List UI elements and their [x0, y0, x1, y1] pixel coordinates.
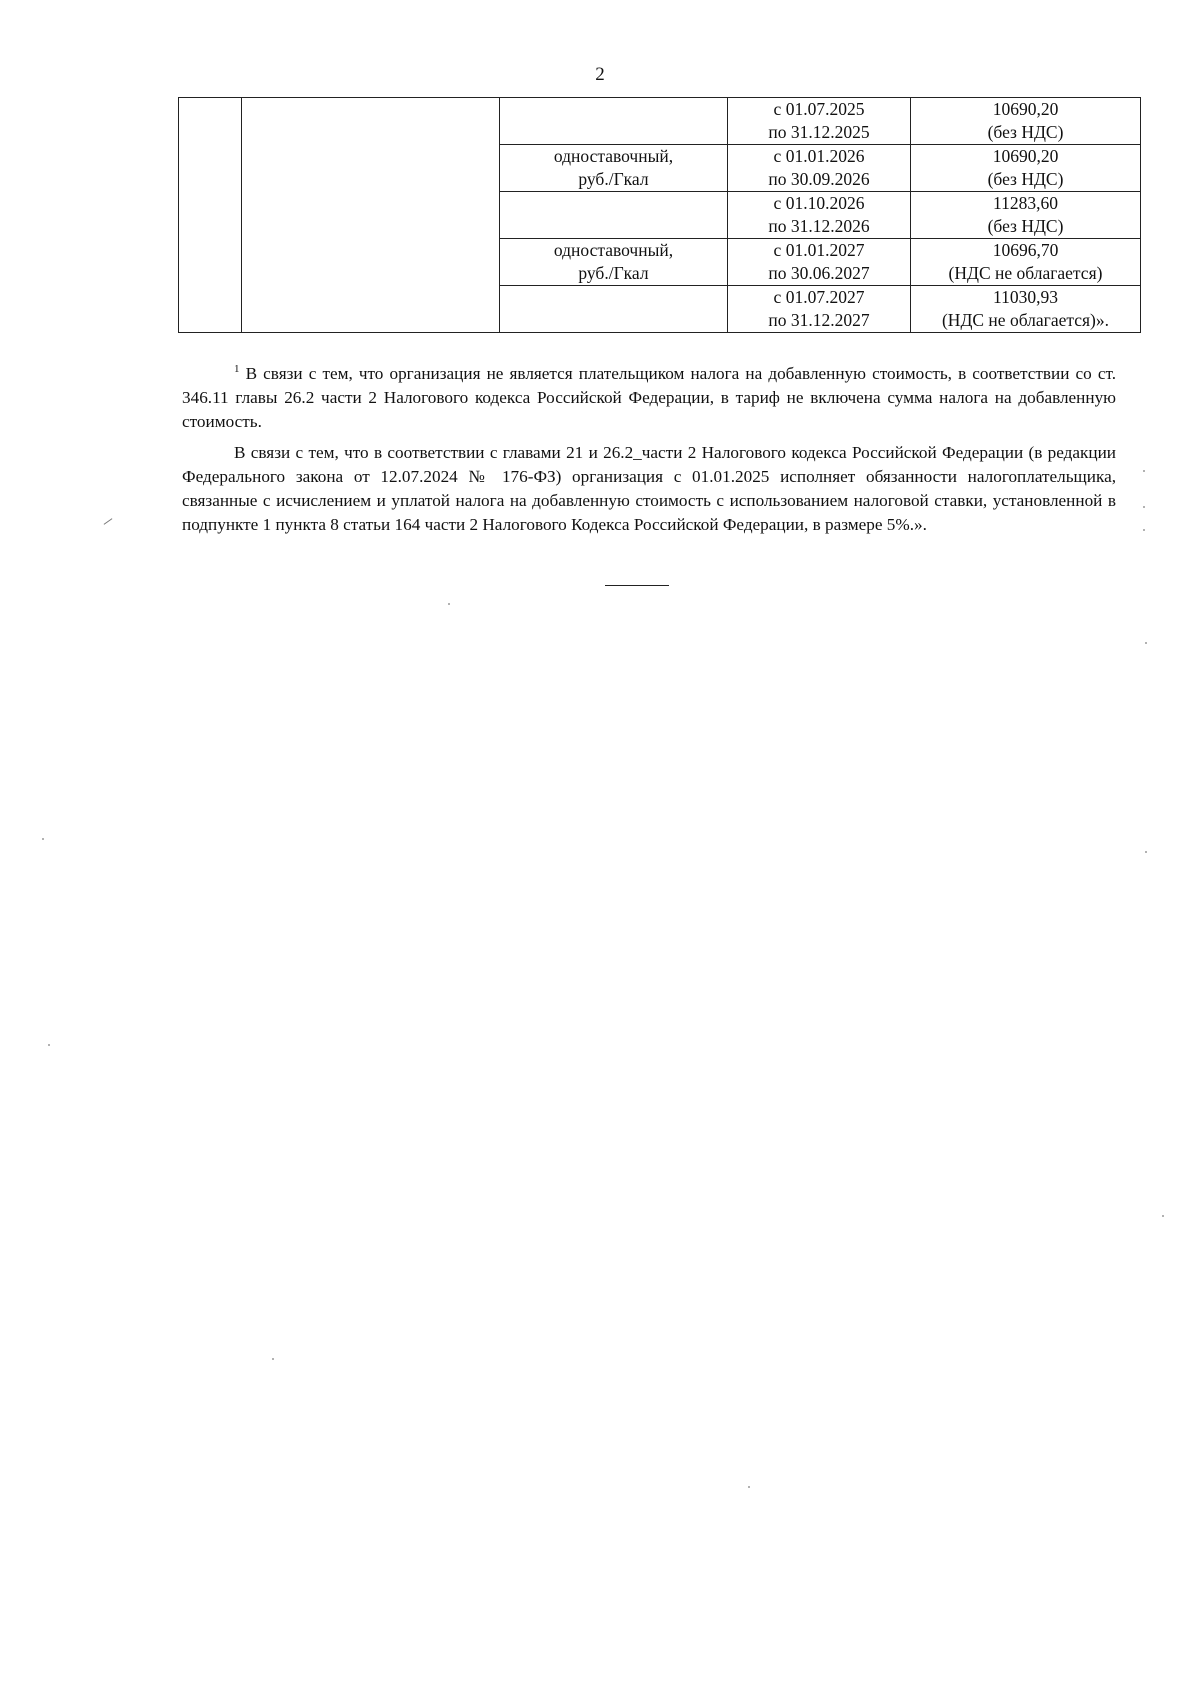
tariff-value-cell — [911, 286, 1141, 333]
period-start: с 01.10.2026 — [773, 193, 865, 213]
period-end: по 31.12.2025 — [768, 122, 870, 142]
tariff-table — [178, 97, 1141, 333]
tariff-value: 10690,20 — [992, 146, 1059, 166]
footnote-1-text: В связи с тем, что организация не является плательщиком налога на добавленную стоимость, в соответствии со ст. 346.11 главы 26.2 части 2 Налогового кодекса Российской Федерации, в тариф не включена сумма налога на добавленную стоимость. — [182, 364, 1116, 431]
period-start: с 01.01.2026 — [773, 146, 865, 166]
scan-speck — [448, 603, 450, 605]
period-cell — [728, 192, 911, 239]
rate-type-cell — [500, 145, 728, 192]
period-start: с 01.07.2027 — [773, 287, 865, 307]
tariff-value: 11030,93 — [993, 287, 1058, 307]
tariff-value: 10690,20 — [992, 99, 1059, 119]
rate-type-line-1: одноставочный, — [553, 146, 674, 166]
period-cell — [728, 98, 911, 145]
scan-speck — [1143, 529, 1145, 531]
period-end: по 31.12.2027 — [768, 310, 870, 330]
scan-speck — [1143, 470, 1145, 472]
footnote-paragraph-2: В связи с тем, что в соответствии с главами 21 и 26.2_части 2 Налогового кодекса Российской Федерации (в редакции Федерального закона от 12.07.2024 № 176-ФЗ) организация с 01.01.2025 исполняет обязанности налогоплательщика, связанные с исчислением и уплатой налога на добавленную стоимость с использованием налоговой ставки, установленной в подпункте 1 пункта 8 статьи 164 части 2 Налогового Кодекса Российской Федерации, в размере 5%.». — [182, 443, 1116, 534]
vat-note: (без НДС) — [987, 216, 1064, 236]
rate-type-line-2: руб./Гкал — [578, 263, 649, 283]
tariff-value-cell — [911, 98, 1141, 145]
tariff-value-cell — [911, 192, 1141, 239]
footnote-1 — [182, 362, 1116, 434]
scan-speck — [1145, 642, 1147, 644]
tariff-value-cell — [911, 145, 1141, 192]
period-cell — [728, 145, 911, 192]
period-end: по 30.06.2027 — [768, 263, 870, 283]
rate-type-cell — [500, 286, 728, 333]
rate-type-line-1: одноставочный, — [553, 240, 674, 260]
table-row — [179, 98, 1141, 145]
tariff-value: 11283,60 — [993, 193, 1058, 213]
period-cell — [728, 239, 911, 286]
scan-mark — [104, 518, 113, 525]
scan-speck — [1162, 1215, 1164, 1217]
period-end: по 31.12.2026 — [768, 216, 870, 236]
page-number: 2 — [595, 64, 605, 85]
rate-type-line-2: руб./Гкал — [578, 169, 649, 189]
rate-type-cell — [500, 192, 728, 239]
scan-speck — [48, 1044, 50, 1046]
tariff-value-cell — [911, 239, 1141, 286]
vat-note: (без НДС) — [987, 169, 1064, 189]
rate-type-cell — [500, 98, 728, 145]
vat-note: (НДС не облагается) — [948, 263, 1103, 283]
scan-speck — [42, 838, 44, 840]
period-end: по 30.09.2026 — [768, 169, 870, 189]
footnote-marker: 1 — [234, 363, 240, 375]
merged-empty-cell-1 — [179, 98, 242, 333]
end-divider — [605, 585, 669, 586]
tariff-value: 10696,70 — [992, 240, 1059, 260]
period-start: с 01.07.2025 — [773, 99, 865, 119]
scan-speck — [748, 1486, 750, 1488]
vat-note: (без НДС) — [987, 122, 1064, 142]
period-start: с 01.01.2027 — [773, 240, 865, 260]
scan-speck — [272, 1358, 274, 1360]
scan-speck — [1145, 851, 1147, 853]
period-cell — [728, 286, 911, 333]
footnotes-section — [182, 362, 1116, 544]
scan-speck — [1143, 506, 1145, 508]
rate-type-cell — [500, 239, 728, 286]
vat-note: (НДС не облагается)». — [941, 310, 1110, 330]
merged-empty-cell-2 — [242, 98, 500, 333]
